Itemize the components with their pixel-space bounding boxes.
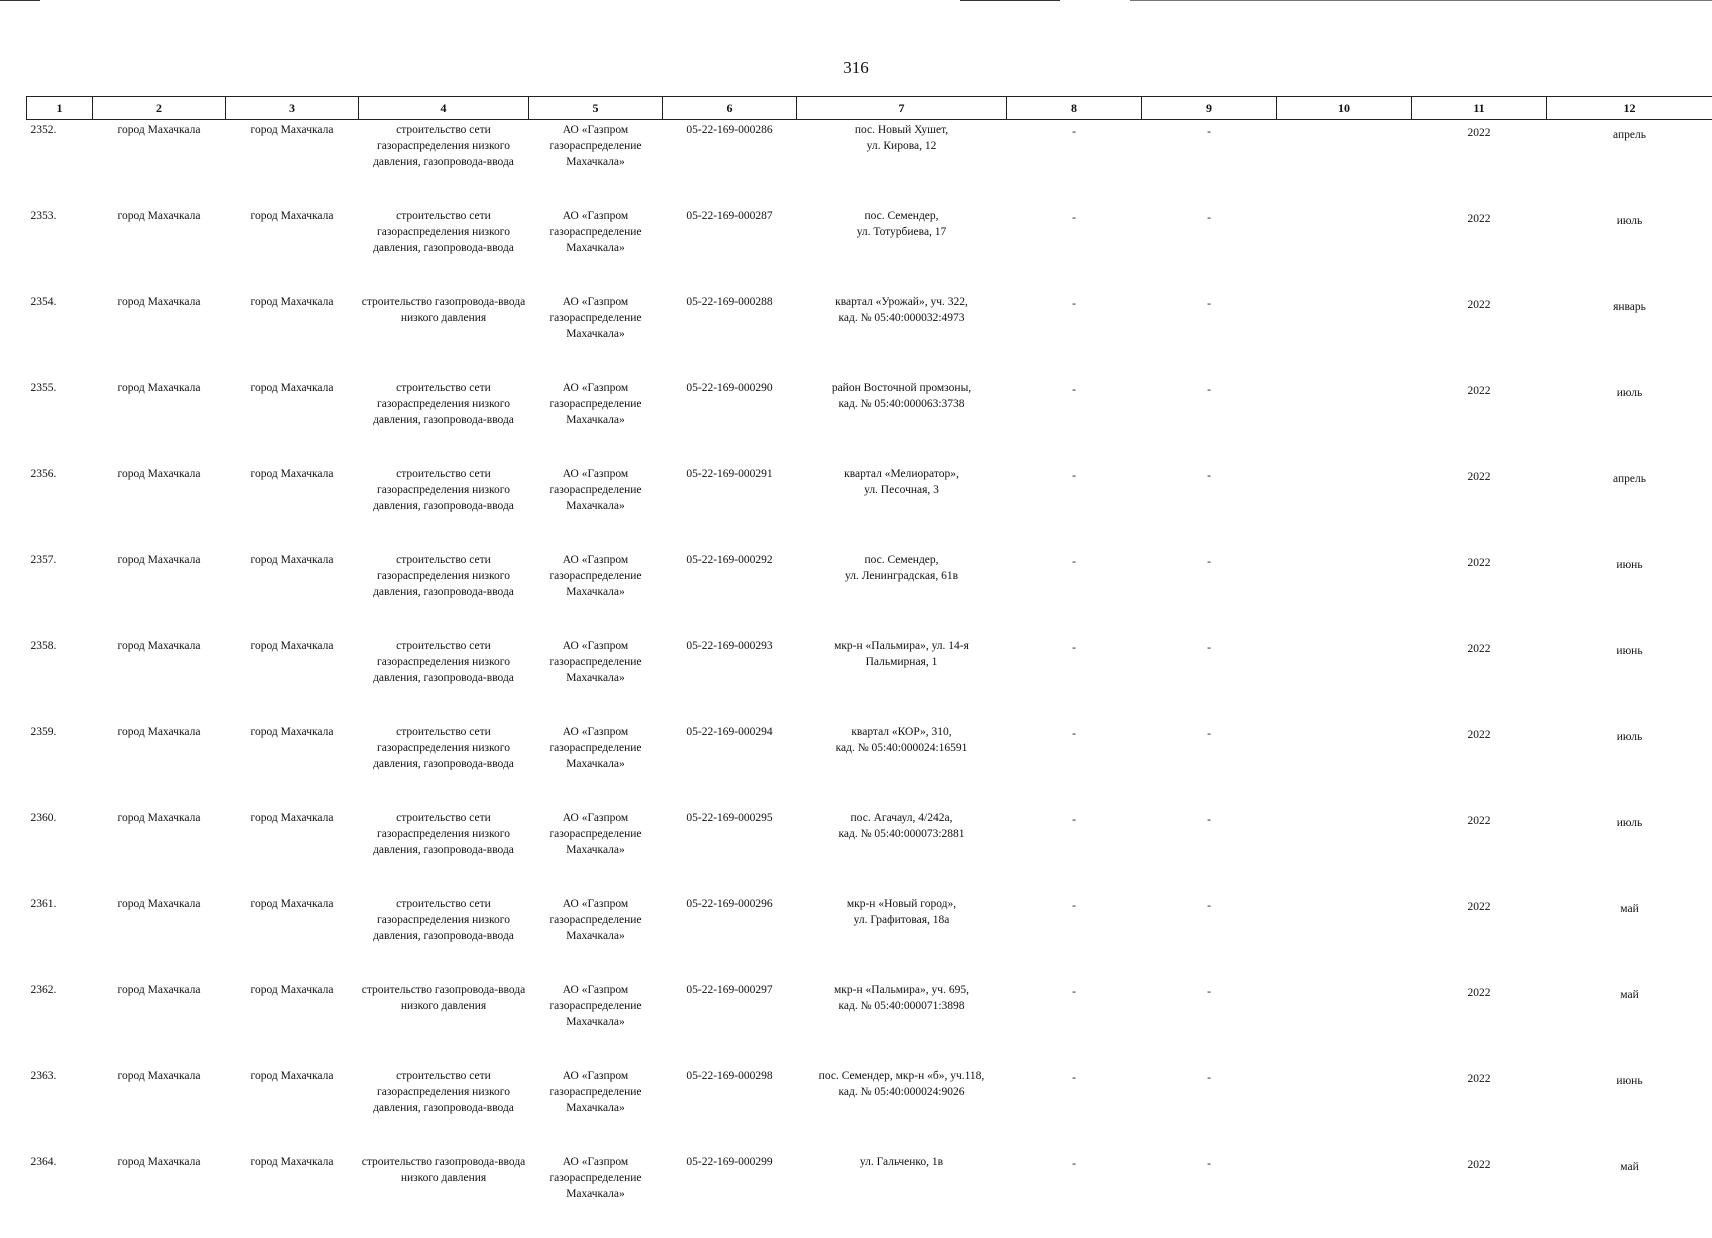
- cell-application-number: 05-22-169-000286: [663, 120, 797, 207]
- cell-work-type: строительство газопровода-ввода низкого давления: [359, 980, 529, 1066]
- cell-work-type: строительство сети газораспределения низкого давления, газопровода-ввода: [359, 378, 529, 464]
- table-row: [27, 1152, 1712, 1238]
- cell-work-type: строительство сети газораспределения низкого давления, газопровода-ввода: [359, 1066, 529, 1152]
- cell-row-number: 2357.: [27, 550, 93, 636]
- cell-year: 2022: [1412, 292, 1547, 378]
- cell-row-number: 2360.: [27, 808, 93, 894]
- table-row: [27, 808, 1712, 894]
- cell-year: 2022: [1412, 636, 1547, 722]
- cell-municipality: город Махачкала: [93, 894, 226, 980]
- cell-col-9: -: [1142, 636, 1277, 722]
- cell-address: мкр-н «Пальмира», уч. 695, кад. № 05:40:000071:3898: [797, 980, 1007, 1066]
- cell-municipality: город Махачкала: [93, 636, 226, 722]
- table-row: [27, 464, 1712, 550]
- cell-settlement: город Махачкала: [226, 722, 359, 808]
- cell-organization: АО «Газпром газораспределение Махачкала»: [529, 980, 663, 1066]
- cell-address: пос. Новый Хушет, ул. Кирова, 12: [797, 120, 1007, 207]
- scan-edge-line-far-right: [1130, 0, 1712, 1]
- cell-municipality: город Махачкала: [93, 120, 226, 207]
- cell-col-9: -: [1142, 1152, 1277, 1238]
- cell-application-number: 05-22-169-000291: [663, 464, 797, 550]
- cell-organization: АО «Газпром газораспределение Махачкала»: [529, 1152, 663, 1238]
- cell-address: ул. Гальченко, 1в: [797, 1152, 1007, 1238]
- cell-municipality: город Махачкала: [93, 980, 226, 1066]
- cell-settlement: город Махачкала: [226, 464, 359, 550]
- cell-col-8: -: [1007, 1152, 1142, 1238]
- cell-month: апрель: [1547, 120, 1712, 207]
- table-row: [27, 722, 1712, 808]
- cell-address: пос. Семендер, мкр-н «б», уч.118, кад. № 05:40:000024:9026: [797, 1066, 1007, 1152]
- cell-application-number: 05-22-169-000298: [663, 1066, 797, 1152]
- table-row: [27, 120, 1712, 207]
- cell-municipality: город Махачкала: [93, 722, 226, 808]
- cell-work-type: строительство сети газораспределения низкого давления, газопровода-ввода: [359, 636, 529, 722]
- cell-col-10: [1277, 1152, 1412, 1238]
- cell-application-number: 05-22-169-000287: [663, 206, 797, 292]
- cell-col-10: [1277, 378, 1412, 464]
- cell-month: июль: [1547, 808, 1712, 894]
- column-header-10: 10: [1277, 97, 1412, 120]
- cell-application-number: 05-22-169-000290: [663, 378, 797, 464]
- cell-col-9: -: [1142, 120, 1277, 207]
- cell-municipality: город Махачкала: [93, 1152, 226, 1238]
- cell-col-9: -: [1142, 464, 1277, 550]
- cell-organization: АО «Газпром газораспределение Махачкала»: [529, 550, 663, 636]
- cell-address: мкр-н «Пальмира», ул. 14-я Пальмирная, 1: [797, 636, 1007, 722]
- table-row: [27, 1066, 1712, 1152]
- page-number: 316: [0, 58, 1712, 78]
- cell-work-type: строительство сети газораспределения низкого давления, газопровода-ввода: [359, 808, 529, 894]
- cell-year: 2022: [1412, 206, 1547, 292]
- cell-municipality: город Махачкала: [93, 1066, 226, 1152]
- cell-application-number: 05-22-169-000296: [663, 894, 797, 980]
- cell-application-number: 05-22-169-000293: [663, 636, 797, 722]
- column-header-1: 1: [27, 97, 93, 120]
- cell-address: пос. Семендер, ул. Ленинградская, 61в: [797, 550, 1007, 636]
- cell-municipality: город Махачкала: [93, 808, 226, 894]
- cell-year: 2022: [1412, 808, 1547, 894]
- cell-year: 2022: [1412, 894, 1547, 980]
- cell-col-8: -: [1007, 636, 1142, 722]
- cell-year: 2022: [1412, 722, 1547, 808]
- cell-row-number: 2355.: [27, 378, 93, 464]
- cell-organization: АО «Газпром газораспределение Махачкала»: [529, 894, 663, 980]
- document-table-wrapper: [26, 96, 1712, 1238]
- cell-col-8: -: [1007, 550, 1142, 636]
- cell-row-number: 2356.: [27, 464, 93, 550]
- cell-settlement: город Махачкала: [226, 636, 359, 722]
- cell-year: 2022: [1412, 120, 1547, 207]
- cell-organization: АО «Газпром газораспределение Махачкала»: [529, 722, 663, 808]
- table-row: [27, 292, 1712, 378]
- cell-municipality: город Махачкала: [93, 292, 226, 378]
- cell-col-8: -: [1007, 292, 1142, 378]
- table-header: [27, 97, 1712, 120]
- cell-application-number: 05-22-169-000292: [663, 550, 797, 636]
- cell-col-10: [1277, 120, 1412, 207]
- cell-col-8: -: [1007, 206, 1142, 292]
- scan-edge-line-left: [0, 0, 40, 1]
- cell-address: мкр-н «Новый город», ул. Графитовая, 18а: [797, 894, 1007, 980]
- cell-month: июль: [1547, 722, 1712, 808]
- cell-row-number: 2358.: [27, 636, 93, 722]
- cell-work-type: строительство сети газораспределения низкого давления, газопровода-ввода: [359, 550, 529, 636]
- table-body: [27, 120, 1712, 1238]
- cell-month: июль: [1547, 206, 1712, 292]
- cell-col-9: -: [1142, 378, 1277, 464]
- cell-col-8: -: [1007, 1066, 1142, 1152]
- cell-organization: АО «Газпром газораспределение Махачкала»: [529, 1066, 663, 1152]
- cell-col-9: -: [1142, 206, 1277, 292]
- table-row: [27, 636, 1712, 722]
- cell-col-8: -: [1007, 980, 1142, 1066]
- column-header-8: 8: [1007, 97, 1142, 120]
- cell-row-number: 2352.: [27, 120, 93, 207]
- cell-work-type: строительство газопровода-ввода низкого давления: [359, 292, 529, 378]
- cell-month: июнь: [1547, 636, 1712, 722]
- cell-month: июнь: [1547, 1066, 1712, 1152]
- column-header-4: 4: [359, 97, 529, 120]
- cell-col-10: [1277, 894, 1412, 980]
- cell-organization: АО «Газпром газораспределение Махачкала»: [529, 464, 663, 550]
- cell-col-10: [1277, 980, 1412, 1066]
- cell-work-type: строительство газопровода-ввода низкого давления: [359, 1152, 529, 1238]
- column-header-7: 7: [797, 97, 1007, 120]
- cell-year: 2022: [1412, 550, 1547, 636]
- cell-col-10: [1277, 550, 1412, 636]
- cell-organization: АО «Газпром газораспределение Махачкала»: [529, 206, 663, 292]
- cell-address: пос. Семендер, ул. Тотурбиева, 17: [797, 206, 1007, 292]
- cell-col-9: -: [1142, 894, 1277, 980]
- cell-row-number: 2354.: [27, 292, 93, 378]
- cell-row-number: 2363.: [27, 1066, 93, 1152]
- cell-col-8: -: [1007, 120, 1142, 207]
- cell-col-9: -: [1142, 550, 1277, 636]
- cell-col-8: -: [1007, 894, 1142, 980]
- cell-address: пос. Агачаул, 4/242а, кад. № 05:40:000073:2881: [797, 808, 1007, 894]
- cell-col-10: [1277, 636, 1412, 722]
- cell-settlement: город Махачкала: [226, 292, 359, 378]
- cell-month: май: [1547, 1152, 1712, 1238]
- cell-year: 2022: [1412, 378, 1547, 464]
- cell-row-number: 2359.: [27, 722, 93, 808]
- column-header-2: 2: [93, 97, 226, 120]
- table-row: [27, 894, 1712, 980]
- cell-application-number: 05-22-169-000295: [663, 808, 797, 894]
- cell-col-10: [1277, 808, 1412, 894]
- cell-col-9: -: [1142, 292, 1277, 378]
- gas-connection-table: [26, 96, 1712, 1238]
- table-row: [27, 980, 1712, 1066]
- cell-settlement: город Махачкала: [226, 894, 359, 980]
- cell-municipality: город Махачкала: [93, 550, 226, 636]
- cell-col-9: -: [1142, 1066, 1277, 1152]
- cell-month: апрель: [1547, 464, 1712, 550]
- cell-col-9: -: [1142, 808, 1277, 894]
- cell-col-8: -: [1007, 722, 1142, 808]
- cell-address: район Восточной промзоны, кад. № 05:40:000063:3738: [797, 378, 1007, 464]
- cell-application-number: 05-22-169-000294: [663, 722, 797, 808]
- column-header-11: 11: [1412, 97, 1547, 120]
- cell-year: 2022: [1412, 980, 1547, 1066]
- cell-work-type: строительство сети газораспределения низкого давления, газопровода-ввода: [359, 722, 529, 808]
- cell-organization: АО «Газпром газораспределение Махачкала»: [529, 378, 663, 464]
- cell-col-10: [1277, 1066, 1412, 1152]
- cell-address: квартал «Мелиоратор», ул. Песочная, 3: [797, 464, 1007, 550]
- cell-settlement: город Махачкала: [226, 378, 359, 464]
- column-header-5: 5: [529, 97, 663, 120]
- cell-settlement: город Махачкала: [226, 206, 359, 292]
- scan-edge-line-right: [960, 0, 1060, 1]
- cell-col-10: [1277, 292, 1412, 378]
- cell-month: январь: [1547, 292, 1712, 378]
- cell-application-number: 05-22-169-000288: [663, 292, 797, 378]
- cell-month: июнь: [1547, 550, 1712, 636]
- table-row: [27, 206, 1712, 292]
- cell-col-10: [1277, 206, 1412, 292]
- cell-col-10: [1277, 722, 1412, 808]
- table-row: [27, 550, 1712, 636]
- cell-row-number: 2364.: [27, 1152, 93, 1238]
- cell-settlement: город Махачкала: [226, 120, 359, 207]
- cell-settlement: город Махачкала: [226, 1066, 359, 1152]
- cell-application-number: 05-22-169-000299: [663, 1152, 797, 1238]
- cell-month: июль: [1547, 378, 1712, 464]
- column-header-12: 12: [1547, 97, 1712, 120]
- cell-address: квартал «Урожай», уч. 322, кад. № 05:40:000032:4973: [797, 292, 1007, 378]
- cell-organization: АО «Газпром газораспределение Махачкала»: [529, 636, 663, 722]
- column-header-6: 6: [663, 97, 797, 120]
- cell-col-8: -: [1007, 464, 1142, 550]
- cell-year: 2022: [1412, 1066, 1547, 1152]
- cell-organization: АО «Газпром газораспределение Махачкала»: [529, 808, 663, 894]
- cell-row-number: 2362.: [27, 980, 93, 1066]
- cell-municipality: город Махачкала: [93, 464, 226, 550]
- cell-year: 2022: [1412, 464, 1547, 550]
- cell-work-type: строительство сети газораспределения низкого давления, газопровода-ввода: [359, 464, 529, 550]
- column-header-3: 3: [226, 97, 359, 120]
- cell-col-8: -: [1007, 808, 1142, 894]
- cell-settlement: город Махачкала: [226, 550, 359, 636]
- cell-work-type: строительство сети газораспределения низкого давления, газопровода-ввода: [359, 206, 529, 292]
- cell-municipality: город Махачкала: [93, 378, 226, 464]
- cell-application-number: 05-22-169-000297: [663, 980, 797, 1066]
- cell-settlement: город Махачкала: [226, 808, 359, 894]
- cell-work-type: строительство сети газораспределения низкого давления, газопровода-ввода: [359, 894, 529, 980]
- cell-row-number: 2361.: [27, 894, 93, 980]
- cell-organization: АО «Газпром газораспределение Махачкала»: [529, 120, 663, 207]
- cell-settlement: город Махачкала: [226, 980, 359, 1066]
- cell-month: май: [1547, 894, 1712, 980]
- table-row: [27, 378, 1712, 464]
- cell-organization: АО «Газпром газораспределение Махачкала»: [529, 292, 663, 378]
- cell-municipality: город Махачкала: [93, 206, 226, 292]
- cell-work-type: строительство сети газораспределения низкого давления, газопровода-ввода: [359, 120, 529, 207]
- cell-col-10: [1277, 464, 1412, 550]
- column-header-9: 9: [1142, 97, 1277, 120]
- cell-address: квартал «КОР», 310, кад. № 05:40:000024:16591: [797, 722, 1007, 808]
- header-row: [27, 97, 1712, 120]
- cell-settlement: город Махачкала: [226, 1152, 359, 1238]
- cell-month: май: [1547, 980, 1712, 1066]
- cell-col-9: -: [1142, 980, 1277, 1066]
- cell-col-9: -: [1142, 722, 1277, 808]
- cell-col-8: -: [1007, 378, 1142, 464]
- cell-year: 2022: [1412, 1152, 1547, 1238]
- cell-row-number: 2353.: [27, 206, 93, 292]
